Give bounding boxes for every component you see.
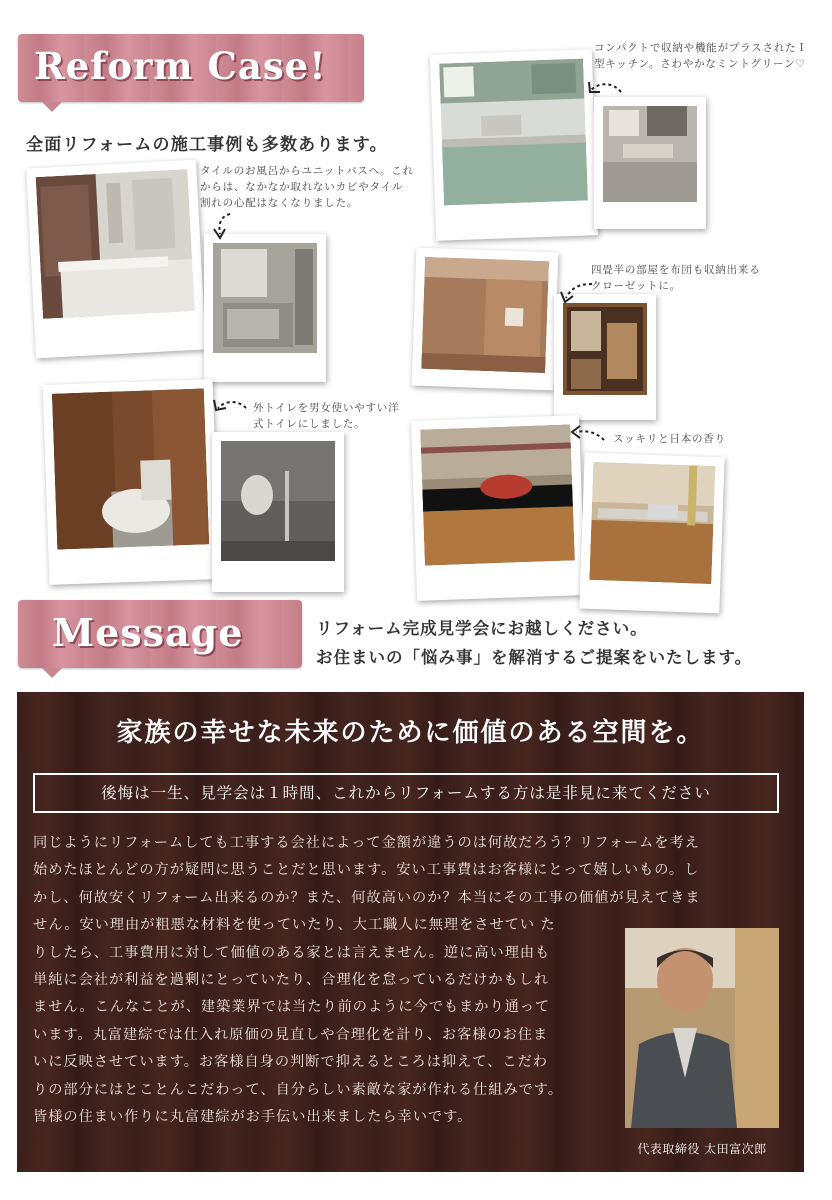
closet-arrow-icon xyxy=(556,278,596,306)
body-line: 皆様の住まい作りに丸富建綜がお手伝い出来ましたら幸いです。 xyxy=(33,1109,473,1126)
reform-case-banner xyxy=(18,34,364,102)
ceo-signature: 代表取締役 太田富次郎 xyxy=(637,1142,767,1156)
washstand-before-photo xyxy=(411,415,585,601)
washstand-caption: スッキリと日本の香り xyxy=(613,433,726,445)
kitchen-before-photo xyxy=(430,49,598,241)
body-line: りしたら、工事費用に対して価値のある家とは言えません。逆に高い理由も xyxy=(33,944,551,961)
tagline-box: 後悔は一生、見学会は１時間、これからリフォームする方は是非見に来てください xyxy=(33,773,779,813)
washstand-arrow-icon xyxy=(566,420,606,448)
reform-case-title: Reform Case! xyxy=(34,44,327,88)
ceo-photo xyxy=(625,928,779,1128)
body-line: 単純に会社が利益を過剰にとっていたり、合理化を怠っているだけかもしれ xyxy=(33,972,550,989)
bath-before-photo xyxy=(26,160,206,359)
message-headline: 家族の幸せな未来のために価値のある空間を。 xyxy=(116,718,705,748)
kitchen-caption: コンパクトで収納や機能がプラスされたＩ型キッチン。さわやかなミントグリーン♡ xyxy=(594,42,808,70)
reform-lead: 全面リフォームの施工事例も多数あります。 xyxy=(26,135,388,155)
toilet-before-photo xyxy=(43,379,220,585)
body-line: 始めたほとんどの方が疑問に思うことだと思います。安い工事費はお客様にとって嬉しいもの。し xyxy=(33,862,700,879)
body-line: 同じようにリフォームしても工事する会社によって金額が違うのは何故だろう？リフォームを考え xyxy=(33,835,700,851)
closet-after-photo xyxy=(554,294,656,420)
body-line: います。丸富建綜では仕入れ原価の見直しや合理化を計り、お客様のお住ま xyxy=(33,1026,549,1043)
bath-caption: タイルのお風呂からユニットバスへ。これからは、なかなか取れないカビやタイル割れの心配はなくなりました。 xyxy=(200,165,414,209)
message-banner xyxy=(18,600,302,668)
kitchen-arrow-icon xyxy=(585,78,625,106)
body-line: かし、何故安くリフォーム出来るのか？また、何故高いのか？本当にその工事の価値が見えてきま xyxy=(33,889,701,906)
message-lead-1: リフォーム完成見学会にお越しください。 xyxy=(316,619,648,638)
body-line: りの部分にはとことんこだわって、自分らしい素敵な家が作れる仕組みです。 xyxy=(33,1081,564,1098)
washstand-after-photo xyxy=(579,453,724,614)
kitchen-after-photo xyxy=(594,97,706,229)
bath-arrow-icon xyxy=(196,212,236,240)
bath-after-photo xyxy=(204,234,326,382)
message-title: Message xyxy=(52,610,244,655)
message-board xyxy=(17,692,804,1172)
closet-before-photo xyxy=(412,248,559,391)
toilet-arrow-icon xyxy=(208,396,248,424)
closet-caption: 四畳半の部屋を布団も収納出来るクローゼットに。 xyxy=(591,264,761,292)
body-line: ません。こんなことが、建築業界では当たり前のように今でもまかり通って xyxy=(33,999,551,1016)
body-line: せん。安い理由が粗悪な材料を使っていたり、大工職人に無理をさせてい た xyxy=(33,917,556,934)
body-line: いに反映させています。お客様自身の判断で抑えるところは抑えて、こだわ xyxy=(33,1054,548,1071)
toilet-after-photo xyxy=(212,432,344,592)
message-lead-2: お住まいの「悩み事」を解消するご提案をいたします。 xyxy=(316,648,753,667)
toilet-caption: 外トイレを男女使いやすい洋式トイレにしました。 xyxy=(253,402,400,430)
